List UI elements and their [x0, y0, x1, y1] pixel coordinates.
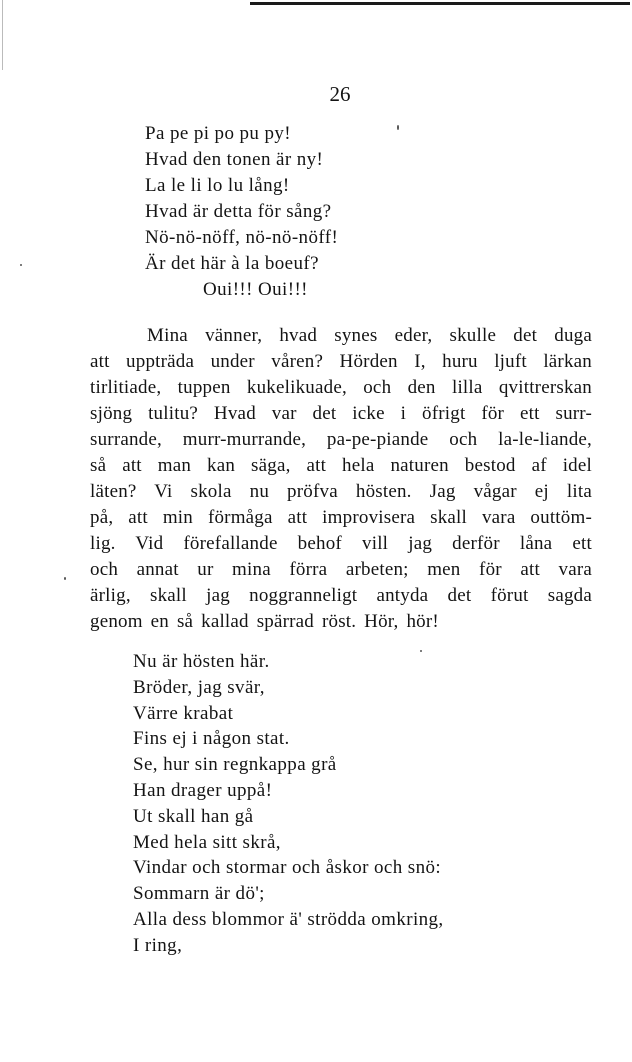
verse-line: Sommarn är dö';	[133, 883, 265, 905]
verse-line: Vindar och stormar och åskor och snö:	[133, 857, 442, 879]
print-speck	[64, 577, 66, 580]
prose-line: surrande, murr-murrande, pa-pe-piande och la-le-liande,	[90, 429, 592, 450]
prose-line: läten? Vi skola nu pröfva hösten. Jag vågar ej lita	[90, 481, 592, 502]
print-speck	[20, 264, 22, 266]
prose-line: ärlig, skall jag noggranneligt antyda det förut sagda	[90, 585, 592, 606]
page-edge-mark	[2, 0, 3, 70]
prose-line: Mina vänner, hvad synes eder, skulle det duga	[147, 325, 592, 346]
verse-line: Se, hur sin regnkappa grå	[133, 754, 337, 776]
prose-line: så att man kan säga, att hela naturen bestod af idel	[90, 455, 592, 476]
verse-line: Alla dess blommor ä' strödda omkring,	[133, 908, 444, 930]
verse-line: Med hela sitt skrå,	[133, 831, 281, 853]
verse-line: Nu är hösten här.	[133, 651, 270, 672]
verse-line: Han drager uppå!	[133, 779, 273, 801]
prose-line: sjöng tulitu? Hvad var det icke i öfrigt för ett surr-	[90, 403, 592, 424]
verse-line: Fins ej i någon stat.	[133, 728, 290, 750]
verse-line: Är det här à la boeuf?	[145, 253, 319, 274]
prose-line: att uppträda under våren? Hörden I, huru ljuft lärkan	[90, 351, 592, 372]
verse-line: Nö-nö-nöff, nö-nö-nöff!	[145, 227, 339, 248]
print-speck	[397, 125, 399, 130]
verse-line: Hvad är detta för sång?	[145, 201, 332, 222]
prose-line: på, att min förmåga att improvisera skall vara outtöm-	[90, 507, 592, 528]
verse-line: Ut skall han gå	[133, 805, 254, 827]
verse-line: Värre krabat	[133, 702, 234, 724]
prose-line: genom en så kallad spärrad röst. Hör, hör!	[90, 611, 439, 632]
prose-paragraph	[90, 323, 592, 635]
page-number: 26	[329, 82, 351, 106]
prose-line: lig. Vid förefallande behof vill jag derför låna ett	[90, 533, 592, 554]
top-border-rule	[250, 2, 630, 5]
verse-line: Bröder, jag svär,	[133, 676, 265, 698]
verse-line-refrain: Oui!!! Oui!!!	[203, 279, 308, 300]
verse-line: Pa pe pi po pu py!	[145, 123, 291, 144]
verse-stanza-spring	[145, 121, 338, 303]
verse-stanza-autumn	[133, 649, 444, 959]
verse-line: I ring,	[133, 934, 183, 956]
verse-line: Hvad den tonen är ny!	[145, 149, 324, 170]
prose-line: tirlitiade, tuppen kukelikuade, och den lilla qvittrerskan	[90, 377, 592, 398]
verse-line: La le li lo lu lång!	[145, 175, 290, 196]
print-speck	[420, 650, 422, 652]
prose-line: och annat ur mina förra arbeten; men för att vara	[90, 559, 592, 580]
